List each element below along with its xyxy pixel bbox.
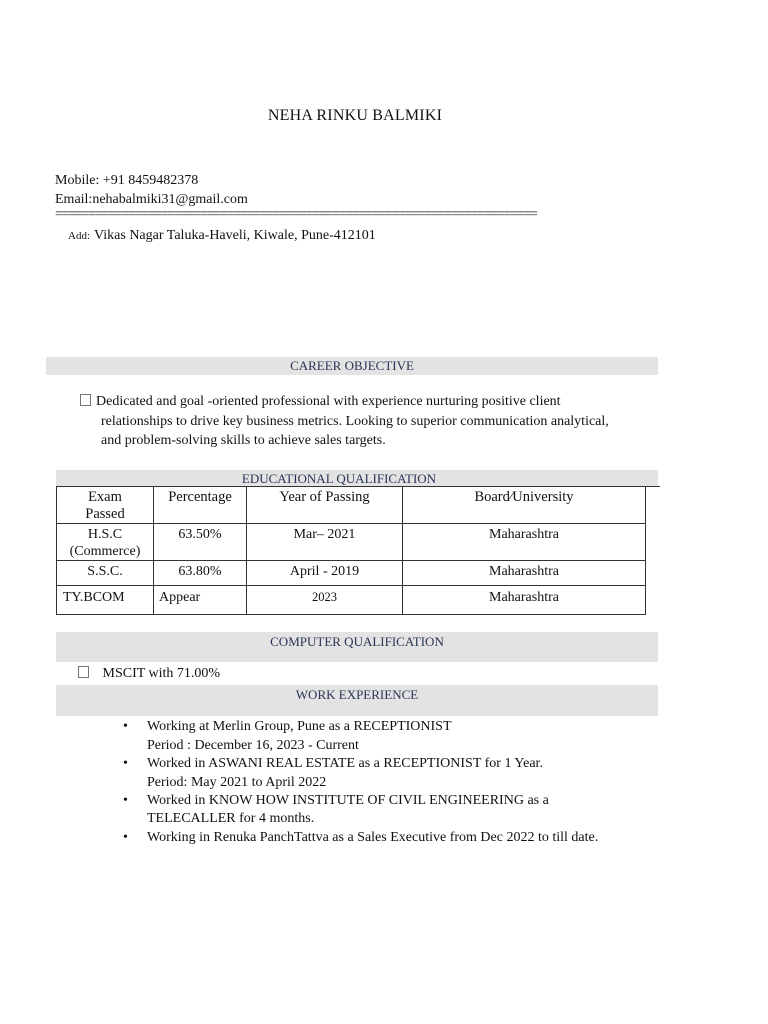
career-objective-text [80,392,670,451]
computer-qualification-heading: COMPUTER QUALIFICATION [56,632,658,662]
cell-year: Mar– 2021 [247,524,403,561]
cell-year: April - 2019 [247,561,403,586]
cell-percentage: 63.80% [154,561,247,586]
work-experience-heading: WORK EXPERIENCE [56,685,658,716]
cell-board: Maharashtra [403,586,646,615]
work-line: Worked in ASWANI REAL ESTATE as a RECEPTIONIST for 1 Year. [147,756,543,771]
work-line: Working in Renuka PanchTattva as a Sales Executive from Dec 2022 to till date. [147,830,599,845]
education-heading-text: EDUCATIONAL QUALIFICATION [241,471,437,486]
education-table [56,486,646,615]
col-board-header: Board⁄University [403,487,646,524]
work-line: Working at Merlin Group, Pune as a RECEPTIONIST [147,719,452,734]
computer-item-text: MSCIT with 71.00% [102,666,221,681]
objective-line-2: relationships to drive key business metrics. Looking to superior communication analytical, [101,413,609,429]
work-line: Worked in KNOW HOW INSTITUTE OF CIVIL ENGINEERING as a [147,793,549,808]
objective-line-1: Dedicated and goal -oriented professional with experience nurturing positive client [96,394,561,409]
bullet-icon: • [123,719,128,734]
address-label: Add: [68,230,90,242]
career-objective-heading: CAREER OBJECTIVE [46,357,658,375]
work-line: TELECALLER for 4 months. [147,811,315,826]
objective-line-3: and problem-solving skills to achieve sales targets. [101,433,386,448]
checkbox-bullet-icon [78,666,89,678]
bullet-icon: • [123,830,128,845]
separator-rule: ========================================================================= [55,207,537,222]
mobile-line: Mobile: +91 8459482378 [55,173,199,188]
checkbox-bullet-icon [80,394,91,406]
table-header-row [57,487,646,524]
education-heading [56,470,658,486]
computer-item [78,666,220,682]
address-line [68,228,376,244]
col-exam-header: Exam Passed [57,487,154,524]
cell-year: 2023 [247,586,403,615]
bullet-icon: • [123,793,128,808]
bullet-icon: • [123,756,128,771]
cell-exam: H.S.C (Commerce) [57,524,154,561]
cell-exam: TY.BCOM [57,586,154,615]
work-line: Period : December 16, 2023 - Current [147,738,359,753]
cell-board: Maharashtra [403,524,646,561]
table-row [57,561,646,586]
email-line: Email:nehabalmiki31@gmail.com [55,192,248,207]
col-percentage-header: Percentage [154,487,247,524]
cell-board: Maharashtra [403,561,646,586]
work-line: Period: May 2021 to April 2022 [147,775,327,790]
table-row [57,586,646,615]
address-text: Vikas Nagar Taluka-Haveli, Kiwale, Pune-412101 [94,228,376,243]
cell-percentage: Appear [154,586,247,615]
col-year-header: Year of Passing [247,487,403,524]
cell-percentage: 63.50% [154,524,247,561]
candidate-name: NEHA RINKU BALMIKI [267,107,443,124]
cell-exam: S.S.C. [57,561,154,586]
table-row [57,524,646,561]
